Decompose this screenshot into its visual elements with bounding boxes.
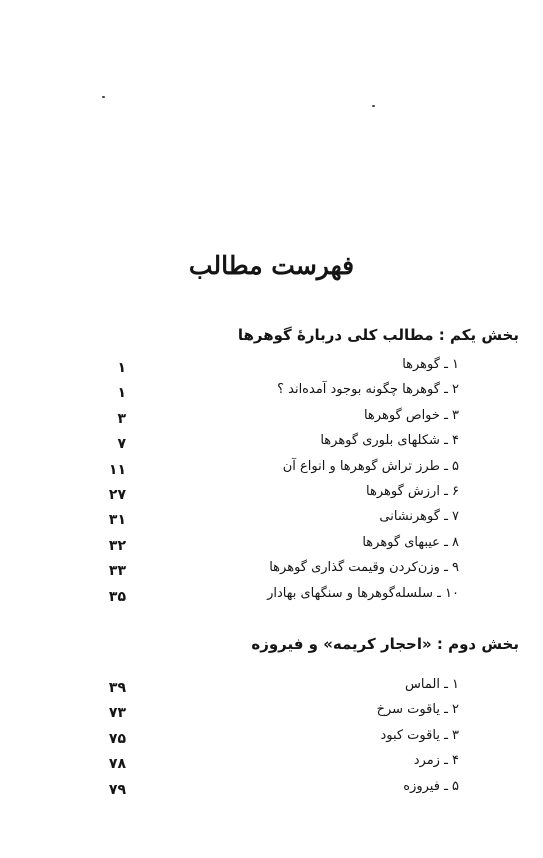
toc-entry: ۲ ـ یاقوت سرخ [376,702,459,718]
toc-page-number: ۷۹ [108,781,126,798]
toc-page-number: ۷۵ [108,730,126,747]
toc-page-number: ۳۹ [108,680,126,696]
toc-page-number: ۱ [117,360,126,376]
toc-page-number: ۷۳ [108,705,126,722]
toc-page-number: ۲۷ [108,486,126,503]
toc-entry: ۲ ـ گوهرها چگونه بوجود آمده‌اند ؟ [277,382,459,398]
toc-page-numbers-part-two [98,676,126,803]
toc-page-number: ۳ [117,410,126,427]
toc-page-number: ۳۵ [108,588,126,605]
toc-list-part-two [119,672,459,799]
toc-page-number: ۷ [117,436,126,453]
section-heading-part-one: بخش یکم : مطالب کلی دربارهٔ گوهرها [237,326,519,344]
section-heading-part-two: بخش دوم : «احجار کریمه» و فیروزه [251,635,519,653]
toc-entry: ۱ ـ الماس [405,677,459,692]
toc-page-number: ۳۳ [108,563,126,580]
toc-entry: ۹ ـ وزن‌کردن وقیمت گذاری گوهرها [269,560,459,576]
toc-page-number: ۳۱ [108,512,126,529]
toc-entry: ۴ ـ شکلهای بلوری گوهرها [320,433,459,449]
toc-entry: ۳ ـ خواص گوهرها [363,407,459,423]
toc-list-part-one [119,352,459,606]
scan-speck [102,96,105,98]
toc-entry: ۷ ـ گوهرنشانی [379,509,459,525]
toc-page-number: ۱۱ [108,461,126,478]
scan-speck [372,105,375,107]
toc-page-number: ۳۲ [108,537,126,554]
toc-entry: ۵ ـ طرز تراش گوهرها و انواع آن [282,458,459,474]
toc-entry: ۶ ـ ارزش گوهرها [366,483,459,499]
toc-entry: ۸ ـ عیبهای گوهرها [362,534,459,550]
toc-entry: ۵ ـ فیروزه [403,778,459,794]
page-title: فهرست مطالب [188,251,355,280]
toc-entry: ۱ ـ گوهرها [402,357,459,372]
toc-entry: ۳ ـ یاقوت کبود [380,727,459,743]
toc-page-number: ۱ [117,385,126,402]
toc-entry: ۱۰ ـ سلسله‌گوهرها و سنگهای بهادار [267,585,459,601]
toc-entry: ۴ ـ زمرد [413,753,459,769]
toc-page-numbers-part-one [98,356,126,610]
toc-page-number: ۷۸ [108,756,126,773]
